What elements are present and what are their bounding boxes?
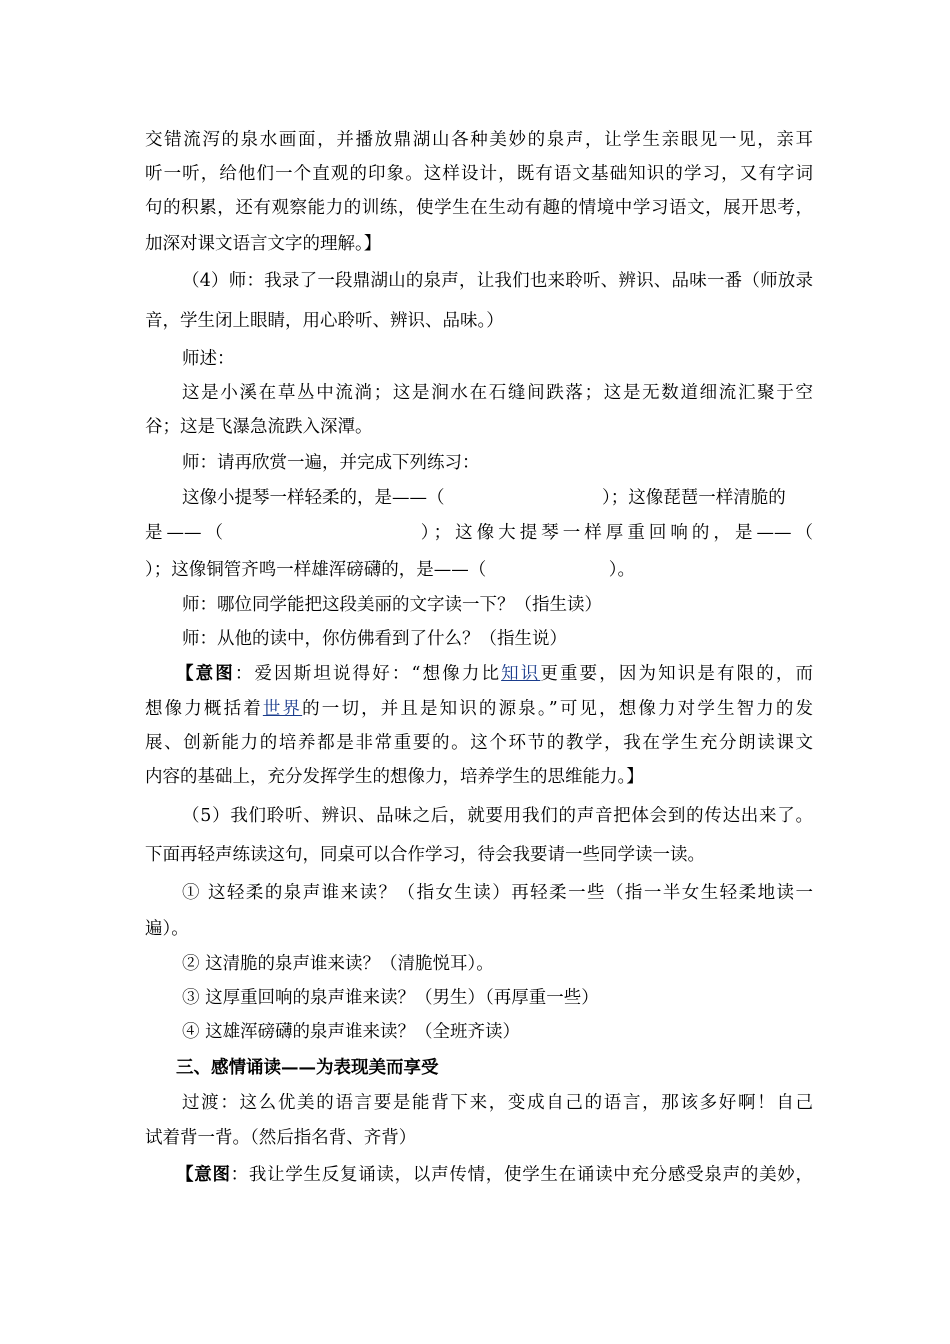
text-line bbox=[182, 947, 813, 981]
text-line bbox=[145, 838, 813, 872]
text-run: （4）师：我录了一段鼎湖山的泉声，让我们也来聆听、辨识、品味一番（师放录 bbox=[182, 271, 813, 291]
section-heading bbox=[176, 1051, 813, 1085]
text-line bbox=[145, 410, 813, 444]
text-run: 想像力概括着 bbox=[145, 699, 263, 719]
text-line bbox=[145, 304, 813, 338]
text-line bbox=[145, 692, 813, 726]
text-line bbox=[176, 657, 813, 691]
text-line bbox=[145, 157, 813, 191]
intent-label: 【意图 bbox=[176, 1165, 231, 1185]
text-run: ）；这像铜管齐鸣一样雄浑磅礴的，是——（ ）。 bbox=[145, 560, 635, 580]
text-run: 这像小提琴一样轻柔的，是——（ ）；这像琵琶一样清脆的 bbox=[182, 488, 786, 508]
text-run: 交错流泻的泉水画面，并播放鼎湖山各种美妙的泉声，让学生亲眼见一见，亲耳 bbox=[145, 130, 813, 150]
text-run: 的一切，并且是知识的源泉。”可见，想像力对学生智力的发 bbox=[302, 699, 813, 719]
text-run: 音，学生闭上眼睛，用心聆听、辨识、品味。） bbox=[145, 311, 504, 331]
text-run: 听一听，给他们一个直观的印象。这样设计，既有语文基础知识的学习，又有字词 bbox=[145, 164, 813, 184]
text-line bbox=[182, 622, 813, 656]
text-run: 下面再轻声练读这句，同桌可以合作学习，待会我要请一些同学读一读。 bbox=[145, 845, 705, 865]
text-line bbox=[145, 191, 813, 225]
text-line bbox=[182, 1015, 813, 1049]
text-run: 师：请再欣赏一遍，并完成下列练习： bbox=[182, 453, 480, 473]
text-run: （5）我们聆听、辨识、品味之后，就要用我们的声音把体会到的传达出来了。 bbox=[182, 806, 813, 826]
heading-text: 三、感情诵读——为表现美而享受 bbox=[176, 1058, 439, 1078]
text-line bbox=[145, 516, 813, 550]
text-line bbox=[182, 1086, 813, 1120]
text-run: 试着背一背。（然后指名背、齐背） bbox=[145, 1128, 417, 1148]
text-line bbox=[182, 481, 813, 515]
text-run: 师：从他的读中，你仿佛看到了什么？（指生说） bbox=[182, 629, 567, 649]
text-line bbox=[145, 123, 813, 157]
text-run: ① 这轻柔的泉声谁来读？（指女生读）再轻柔一些（指一半女生轻柔地读一 bbox=[182, 883, 813, 903]
text-run: 内容的基础上，充分发挥学生的想像力，培养学生的思维能力。】 bbox=[145, 767, 644, 787]
text-line bbox=[182, 376, 813, 410]
text-run: ② 这清脆的泉声谁来读？（清脆悦耳）。 bbox=[182, 954, 494, 974]
text-line bbox=[145, 912, 813, 946]
knowledge-link[interactable]: 知识 bbox=[501, 664, 541, 684]
text-run: 过渡：这么优美的语言要是能背下来，变成自己的语言，那该多好啊！自己 bbox=[182, 1093, 813, 1113]
text-run: 这是小溪在草丛中流淌；这是涧水在石缝间跌落；这是无数道细流汇聚于空 bbox=[182, 383, 813, 403]
text-line bbox=[182, 588, 813, 622]
text-line bbox=[145, 553, 813, 587]
text-line bbox=[176, 1158, 813, 1192]
text-run: 是——（ ）；这像大提琴一样厚重回响的，是——（ bbox=[145, 523, 813, 543]
text-run: 句的积累，还有观察能力的训练，使学生在生动有趣的情境中学习语文，展开思考， bbox=[145, 198, 813, 218]
text-run: 师：哪位同学能把这段美丽的文字读一下？（指生读） bbox=[182, 595, 602, 615]
text-line bbox=[145, 227, 813, 261]
text-line bbox=[145, 726, 813, 760]
world-link[interactable]: 世界 bbox=[262, 699, 303, 719]
text-line bbox=[145, 1121, 813, 1155]
text-run: ④ 这雄浑磅礴的泉声谁来读？（全班齐读） bbox=[182, 1022, 521, 1042]
text-line bbox=[182, 342, 813, 376]
text-run: ：爱因斯坦说得好：“想像力比 bbox=[234, 664, 502, 684]
text-run: 谷；这是飞瀑急流跌入深潭。 bbox=[145, 417, 373, 437]
text-line bbox=[182, 981, 813, 1015]
text-run: 展、创新能力的培养都是非常重要的。这个环节的教学，我在学生充分朗读课文 bbox=[145, 733, 813, 753]
text-line bbox=[182, 876, 813, 910]
text-line bbox=[182, 446, 813, 480]
intent-label: 【意图 bbox=[176, 664, 235, 684]
text-run: 遍）。 bbox=[145, 919, 189, 939]
text-line bbox=[182, 799, 813, 833]
text-line bbox=[145, 760, 813, 794]
text-run: 师述： bbox=[182, 349, 235, 369]
text-run: 加深对课文语言文字的理解。】 bbox=[145, 234, 382, 254]
text-run: 更重要，因为知识是有限的，而 bbox=[540, 664, 813, 684]
text-run: ③ 这厚重回响的泉声谁来读？（男生）（再厚重一些） bbox=[182, 988, 599, 1008]
text-run: ：我让学生反复诵读，以声传情，使学生在诵读中充分感受泉声的美妙， bbox=[230, 1165, 813, 1185]
text-line bbox=[182, 264, 813, 298]
